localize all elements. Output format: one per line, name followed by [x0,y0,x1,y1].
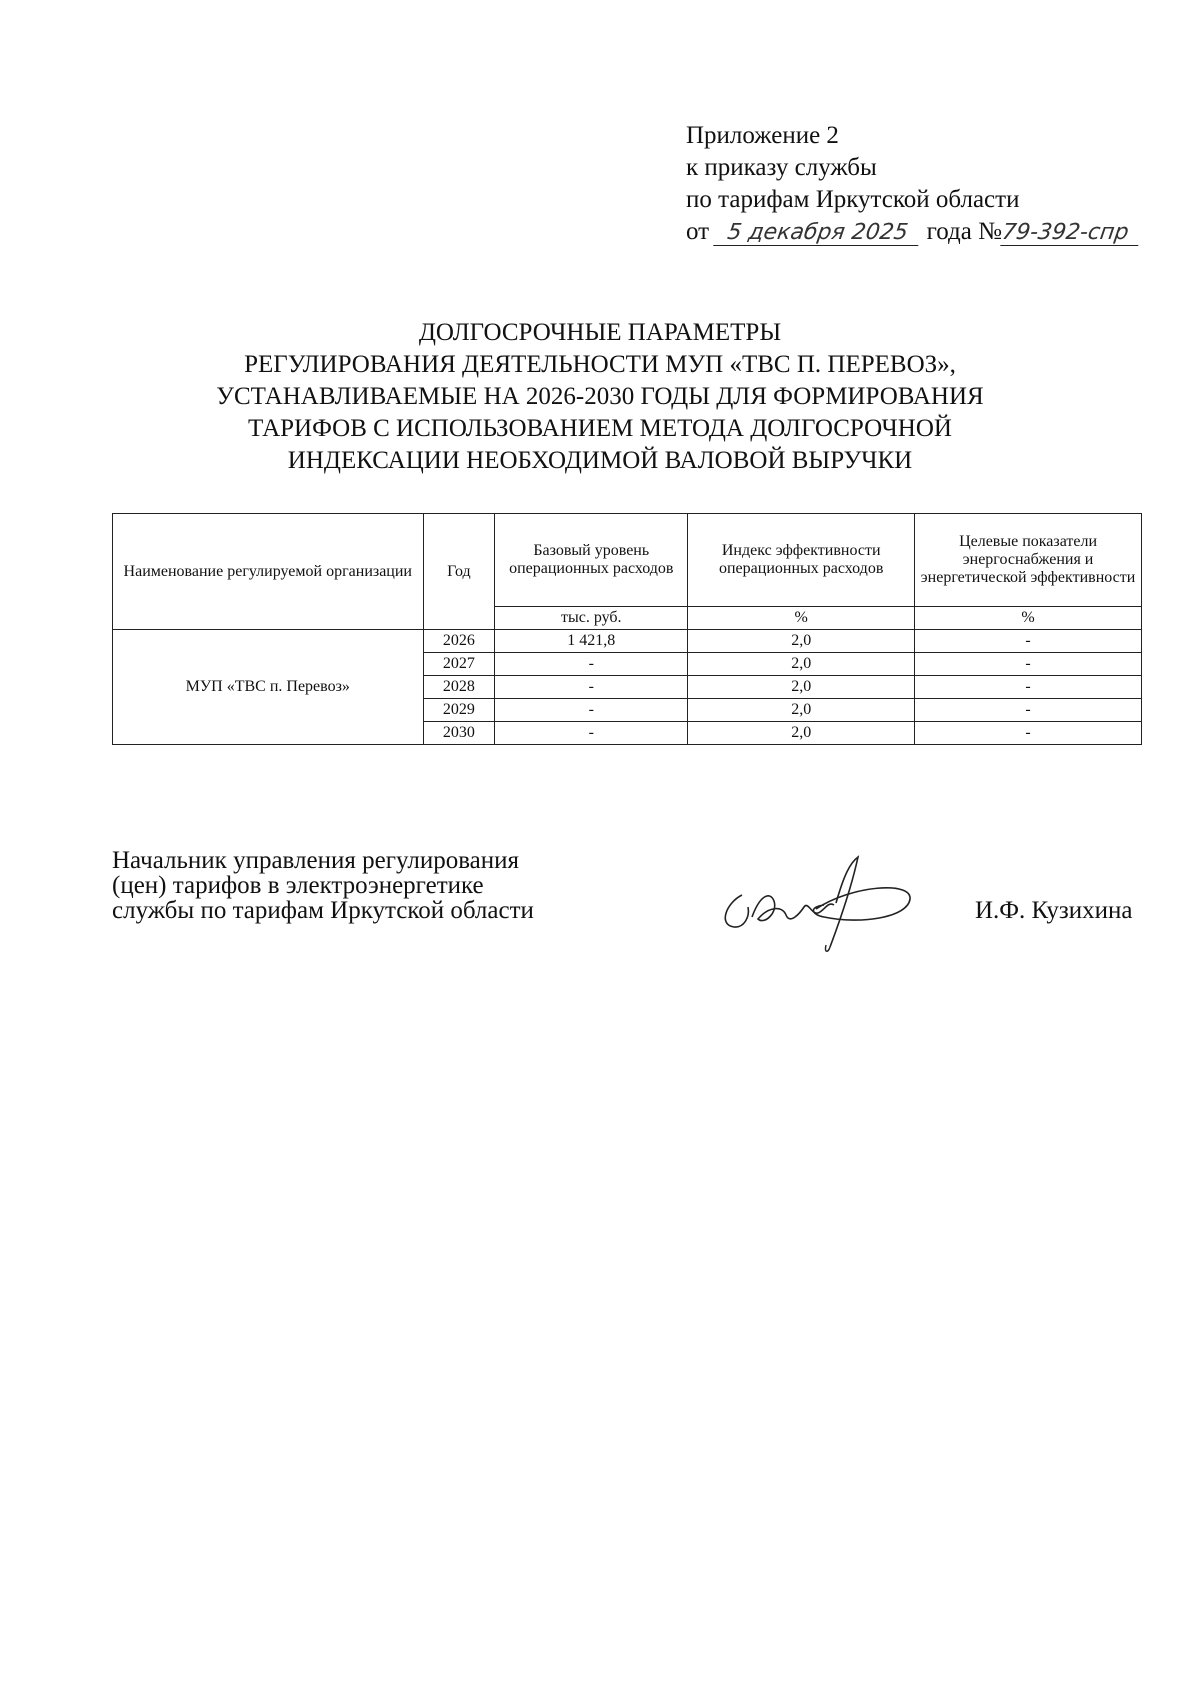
base-level-cell: 1 421,8 [495,630,688,653]
appendix-order-ref: к приказу службы [686,154,877,181]
header-organization: Наименование регулируемой организации [113,514,424,630]
base-level-cell: - [495,722,688,745]
appendix-date-number [686,216,1140,248]
signer-position [112,848,534,923]
title-line-4: ТАРИФОВ С ИСПОЛЬЗОВАНИЕМ МЕТОДА ДОЛГОСРОЧНОЙ [248,415,952,442]
document-title [100,317,1100,477]
table-header-row [113,514,1142,607]
efficiency-index-cell: 2,0 [688,653,915,676]
number-prefix: года № [926,218,1002,245]
signer-position-line-1: Начальник управления регулирования [112,847,520,874]
handwritten-signature [712,855,922,955]
header-efficiency-index: Индекс эффективности операционных расходов [688,514,915,607]
table-row [113,630,1142,653]
handwritten-date: 5 декабря 2025 [714,221,923,246]
base-level-cell: - [495,699,688,722]
title-line-1: ДОЛГОСРОЧНЫЕ ПАРАМЕТРЫ [418,319,782,346]
appendix-title: Приложение 2 [686,122,839,149]
year-cell: 2027 [423,653,495,676]
handwritten-number: 79-392-спр [1000,221,1142,246]
header-target-indicators: Целевые показатели энергоснабжения и энергетической эффективности [915,514,1142,607]
title-line-5: ИНДЕКСАЦИИ НЕОБХОДИМОЙ ВАЛОВОЙ ВЫРУЧКИ [287,447,913,474]
efficiency-index-cell: 2,0 [688,699,915,722]
base-level-cell: - [495,653,688,676]
header-year: Год [423,514,495,630]
organization-cell: МУП «ТВС п. Перевоз» [113,630,424,745]
target-indicator-cell: - [915,630,1142,653]
base-level-cell: - [495,676,688,699]
year-cell: 2030 [423,722,495,745]
unit-efficiency-index: % [688,607,915,630]
year-cell: 2029 [423,699,495,722]
target-indicator-cell: - [915,653,1142,676]
title-line-3: УСТАНАВЛИВАЕМЫЕ НА 2026-2030 ГОДЫ ДЛЯ ФОРМИРОВАНИЯ [216,383,984,410]
signer-position-line-3: службы по тарифам Иркутской области [112,897,534,924]
unit-base-level: тыс. руб. [495,607,688,630]
target-indicator-cell: - [915,699,1142,722]
target-indicator-cell: - [915,676,1142,699]
efficiency-index-cell: 2,0 [688,630,915,653]
efficiency-index-cell: 2,0 [688,676,915,699]
date-prefix: от [686,218,710,245]
unit-target-indicators: % [915,607,1142,630]
efficiency-index-cell: 2,0 [688,722,915,745]
parameters-table [112,513,1142,745]
signer-name: И.Ф. Кузихина [975,897,1133,924]
year-cell: 2028 [423,676,495,699]
target-indicator-cell: - [915,722,1142,745]
title-line-2: РЕГУЛИРОВАНИЯ ДЕЯТЕЛЬНОСТИ МУП «ТВС П. ПЕРЕВОЗ», [244,351,956,378]
appendix-authority: по тарифам Иркутской области [686,186,1020,213]
header-base-level: Базовый уровень операционных расходов [495,514,688,607]
appendix-block [686,120,1140,248]
year-cell: 2026 [423,630,495,653]
signer-position-line-2: (цен) тарифов в электроэнергетике [112,872,484,899]
